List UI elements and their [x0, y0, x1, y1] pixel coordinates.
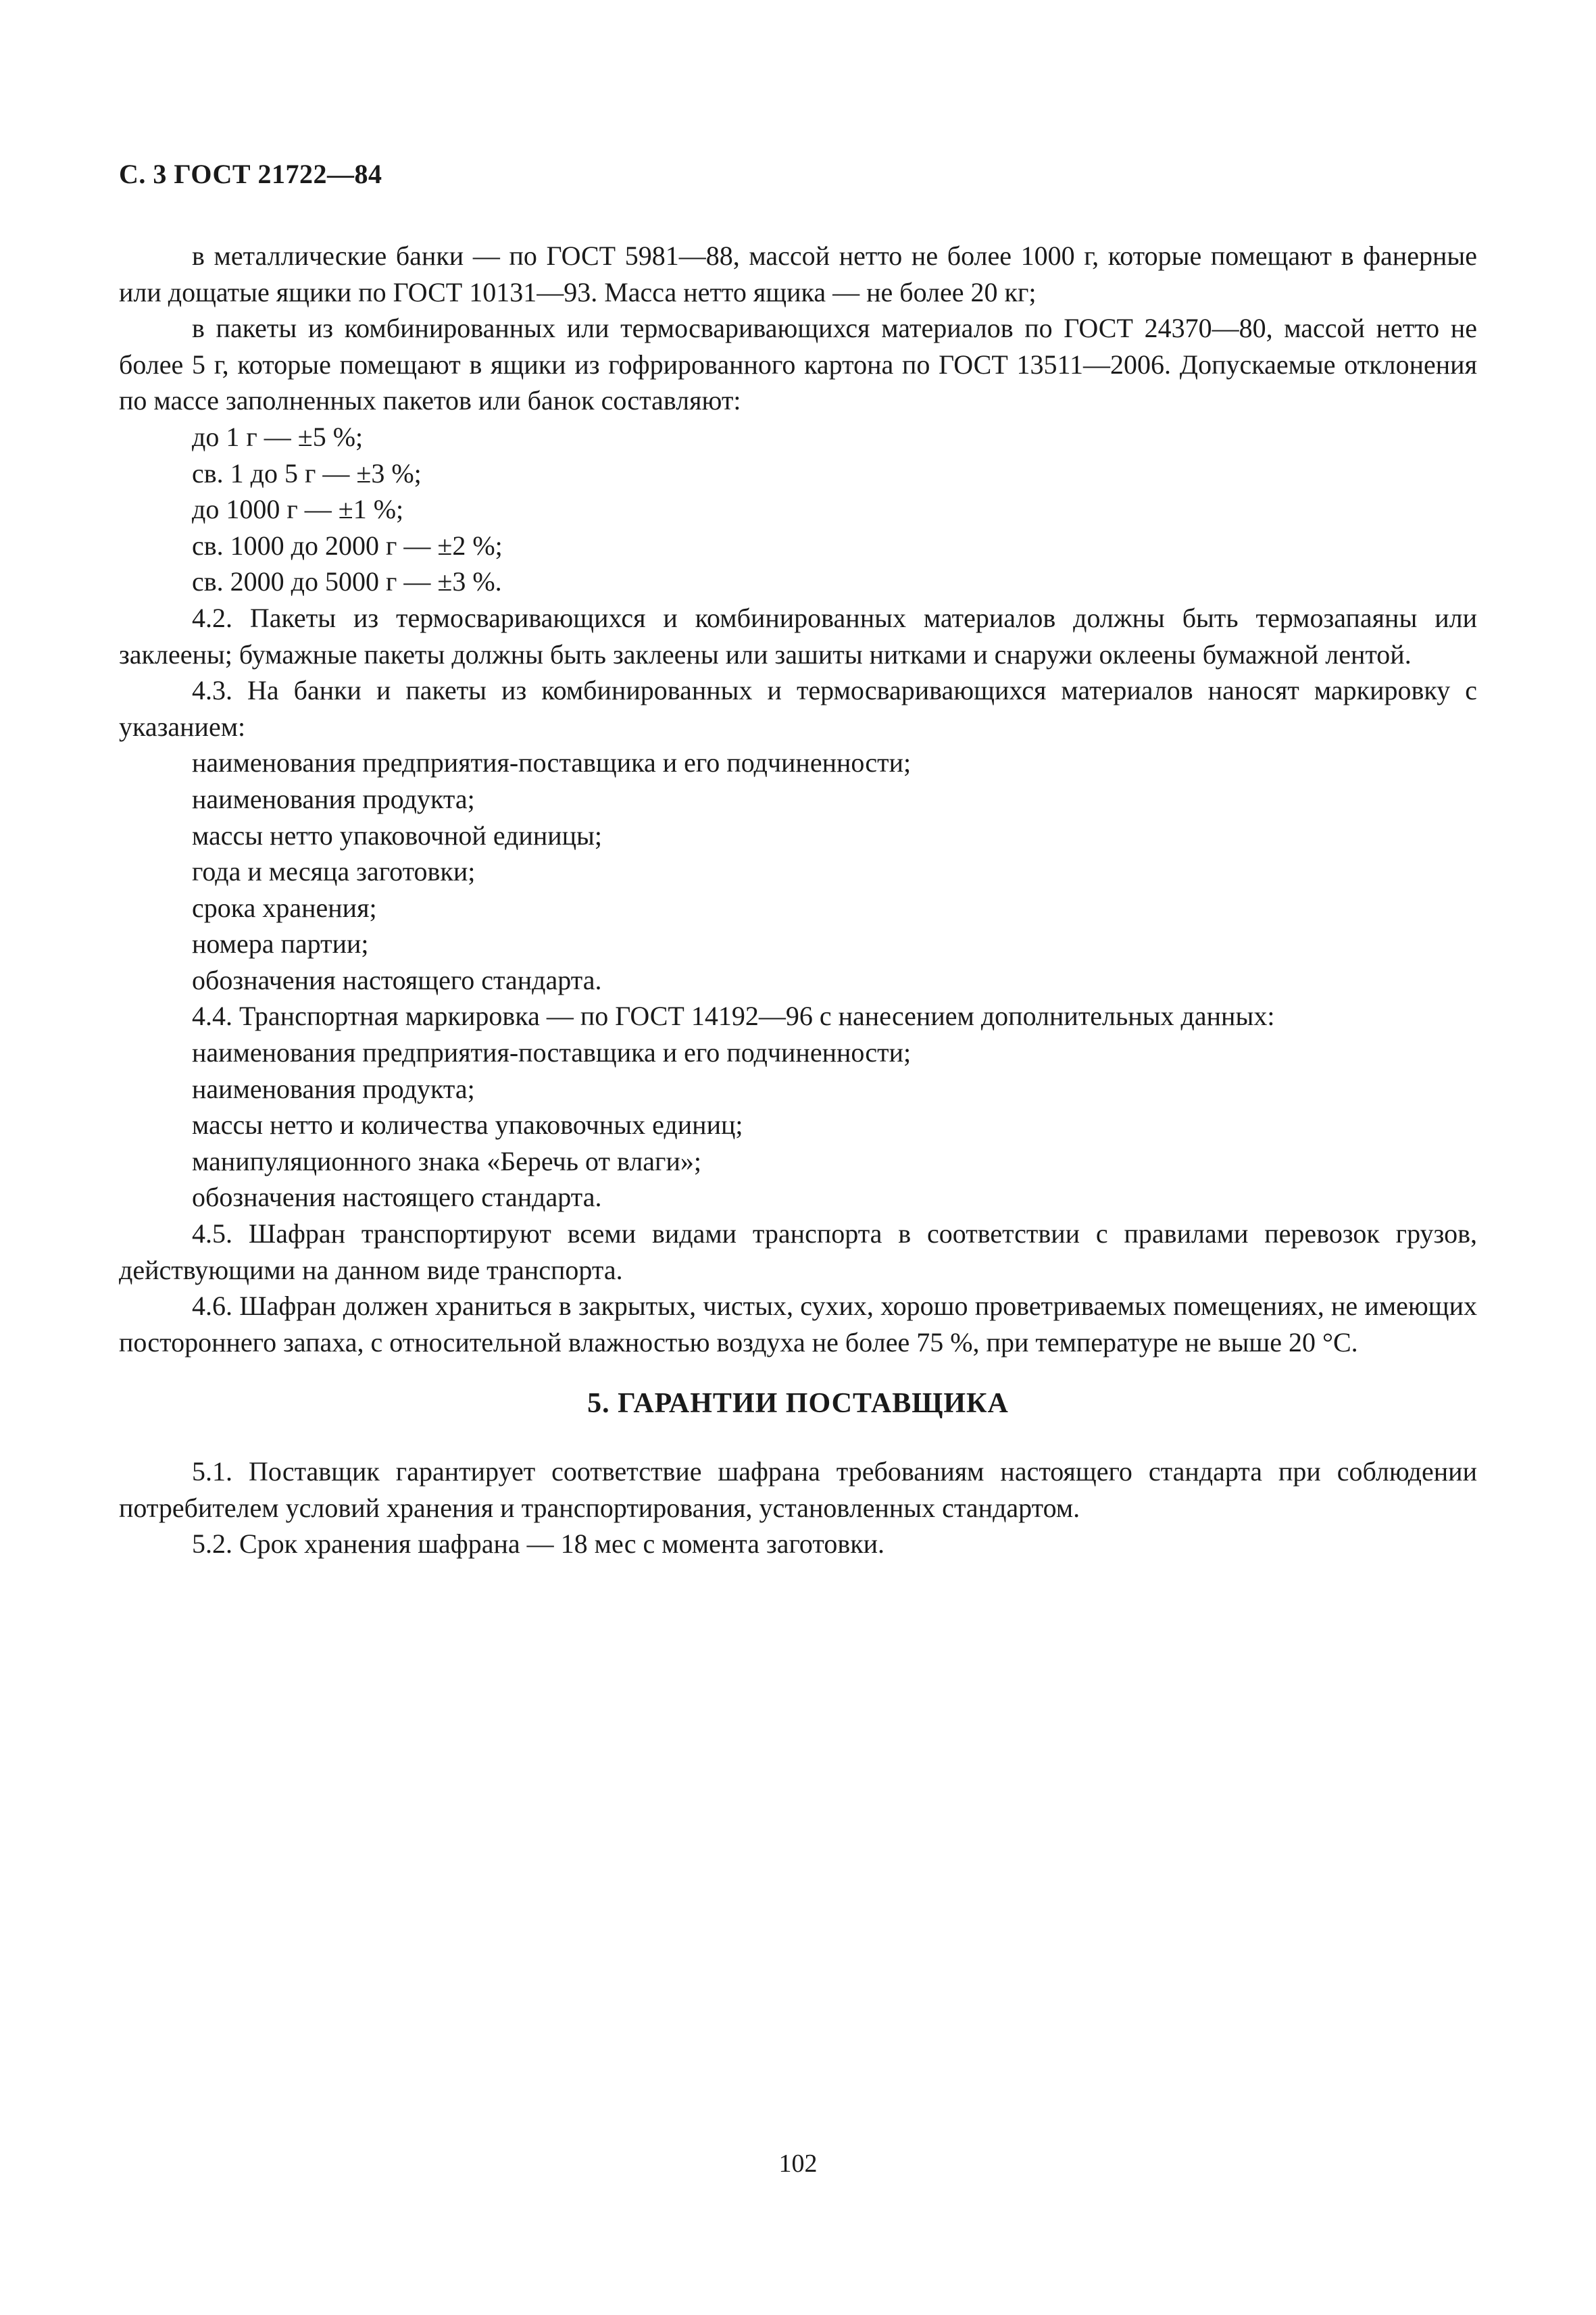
list-item: наименования продукта;: [192, 783, 475, 814]
list-item: манипуляционного знака «Беречь от влаги»;: [192, 1145, 701, 1176]
list-item: массы нетто упаковочной единицы;: [192, 820, 603, 851]
list-item: наименования предприятия-поставщика и его подчиненности;: [192, 1037, 912, 1068]
clause-5-2: 5.2. Срок хранения шафрана — 18 мес с момента заготовки.: [192, 1528, 885, 1560]
list-item: обозначения настоящего стандарта.: [192, 964, 602, 995]
list-item: срока хранения;: [192, 892, 377, 923]
list-item: наименования продукта;: [192, 1073, 475, 1104]
list-item: св. 1 до 5 г — ±3 %;: [192, 457, 422, 489]
list-item: св. 2000 до 5000 г — ±3 %.: [192, 566, 502, 597]
clause-4-5: 4.5. Шафран транспортируют всеми видами транспорта в соответствии с правилами перевозок грузов, действующими на данном виде транспорта.: [119, 1218, 1477, 1285]
list-item: массы нетто и количества упаковочных единиц;: [192, 1110, 743, 1141]
list-item: наименования предприятия-поставщика и его подчиненности;: [192, 747, 912, 778]
clause-4-6: 4.6. Шафран должен храниться в закрытых, чистых, сухих, хорошо проветриваемых помещениях, не имеющих постороннего запаха, с относительной влажностью воздуха не более 75 %, при температуре не выше 20 °С.: [119, 1291, 1477, 1358]
paragraph: в пакеты из комбинированных или термосваривающихся материалов по ГОСТ 24370—80, массой нетто не более 5 г, которые помещают в ящики из гофрированного картона по ГОСТ 13511—2006. Допускаемые отклонения по массе заполненных пакетов или банок составляют:: [119, 313, 1477, 416]
clause-4-2: 4.2. Пакеты из термосваривающихся и комбинированных материалов должны быть термозапаяны или заклеены; бумажные пакеты должны быть заклеены или зашиты нитками и снаружи оклеены бумажной лентой.: [119, 602, 1477, 670]
page-header: С. 3 ГОСТ 21722—84: [119, 159, 382, 189]
clause-5-1: 5.1. Поставщик гарантирует соответствие шафрана требованиям настоящего стандарта при соблюдении потребителем условий хранения и транспортирования, установленных стандартом.: [119, 1456, 1477, 1523]
list-item: обозначения настоящего стандарта.: [192, 1182, 602, 1213]
clause-4-3: 4.3. На банки и пакеты из комбинированных и термосваривающихся материалов наносят маркировку с указанием:: [119, 675, 1477, 742]
list-item: до 1 г — ±5 %;: [192, 421, 364, 452]
page-number: 102: [778, 2149, 818, 2178]
paragraph: в металлические банки — по ГОСТ 5981—88, массой нетто не более 1000 г, которые помещают в фанерные или дощатые ящики по ГОСТ 10131—93. Масса нетто ящика — не более 20 кг;: [119, 241, 1477, 307]
clause-4-4: 4.4. Транспортная маркировка — по ГОСТ 14192—96 с нанесением дополнительных данных:: [192, 1001, 1275, 1032]
list-item: года и месяца заготовки;: [192, 856, 476, 887]
document-body: [119, 238, 1477, 1562]
section-title: 5. ГАРАНТИИ ПОСТАВЩИКА: [587, 1388, 1009, 1420]
list-item: св. 1000 до 2000 г — ±2 %;: [192, 530, 503, 561]
list-item: номера партии;: [192, 928, 369, 960]
list-item: до 1000 г — ±1 %;: [192, 494, 404, 525]
